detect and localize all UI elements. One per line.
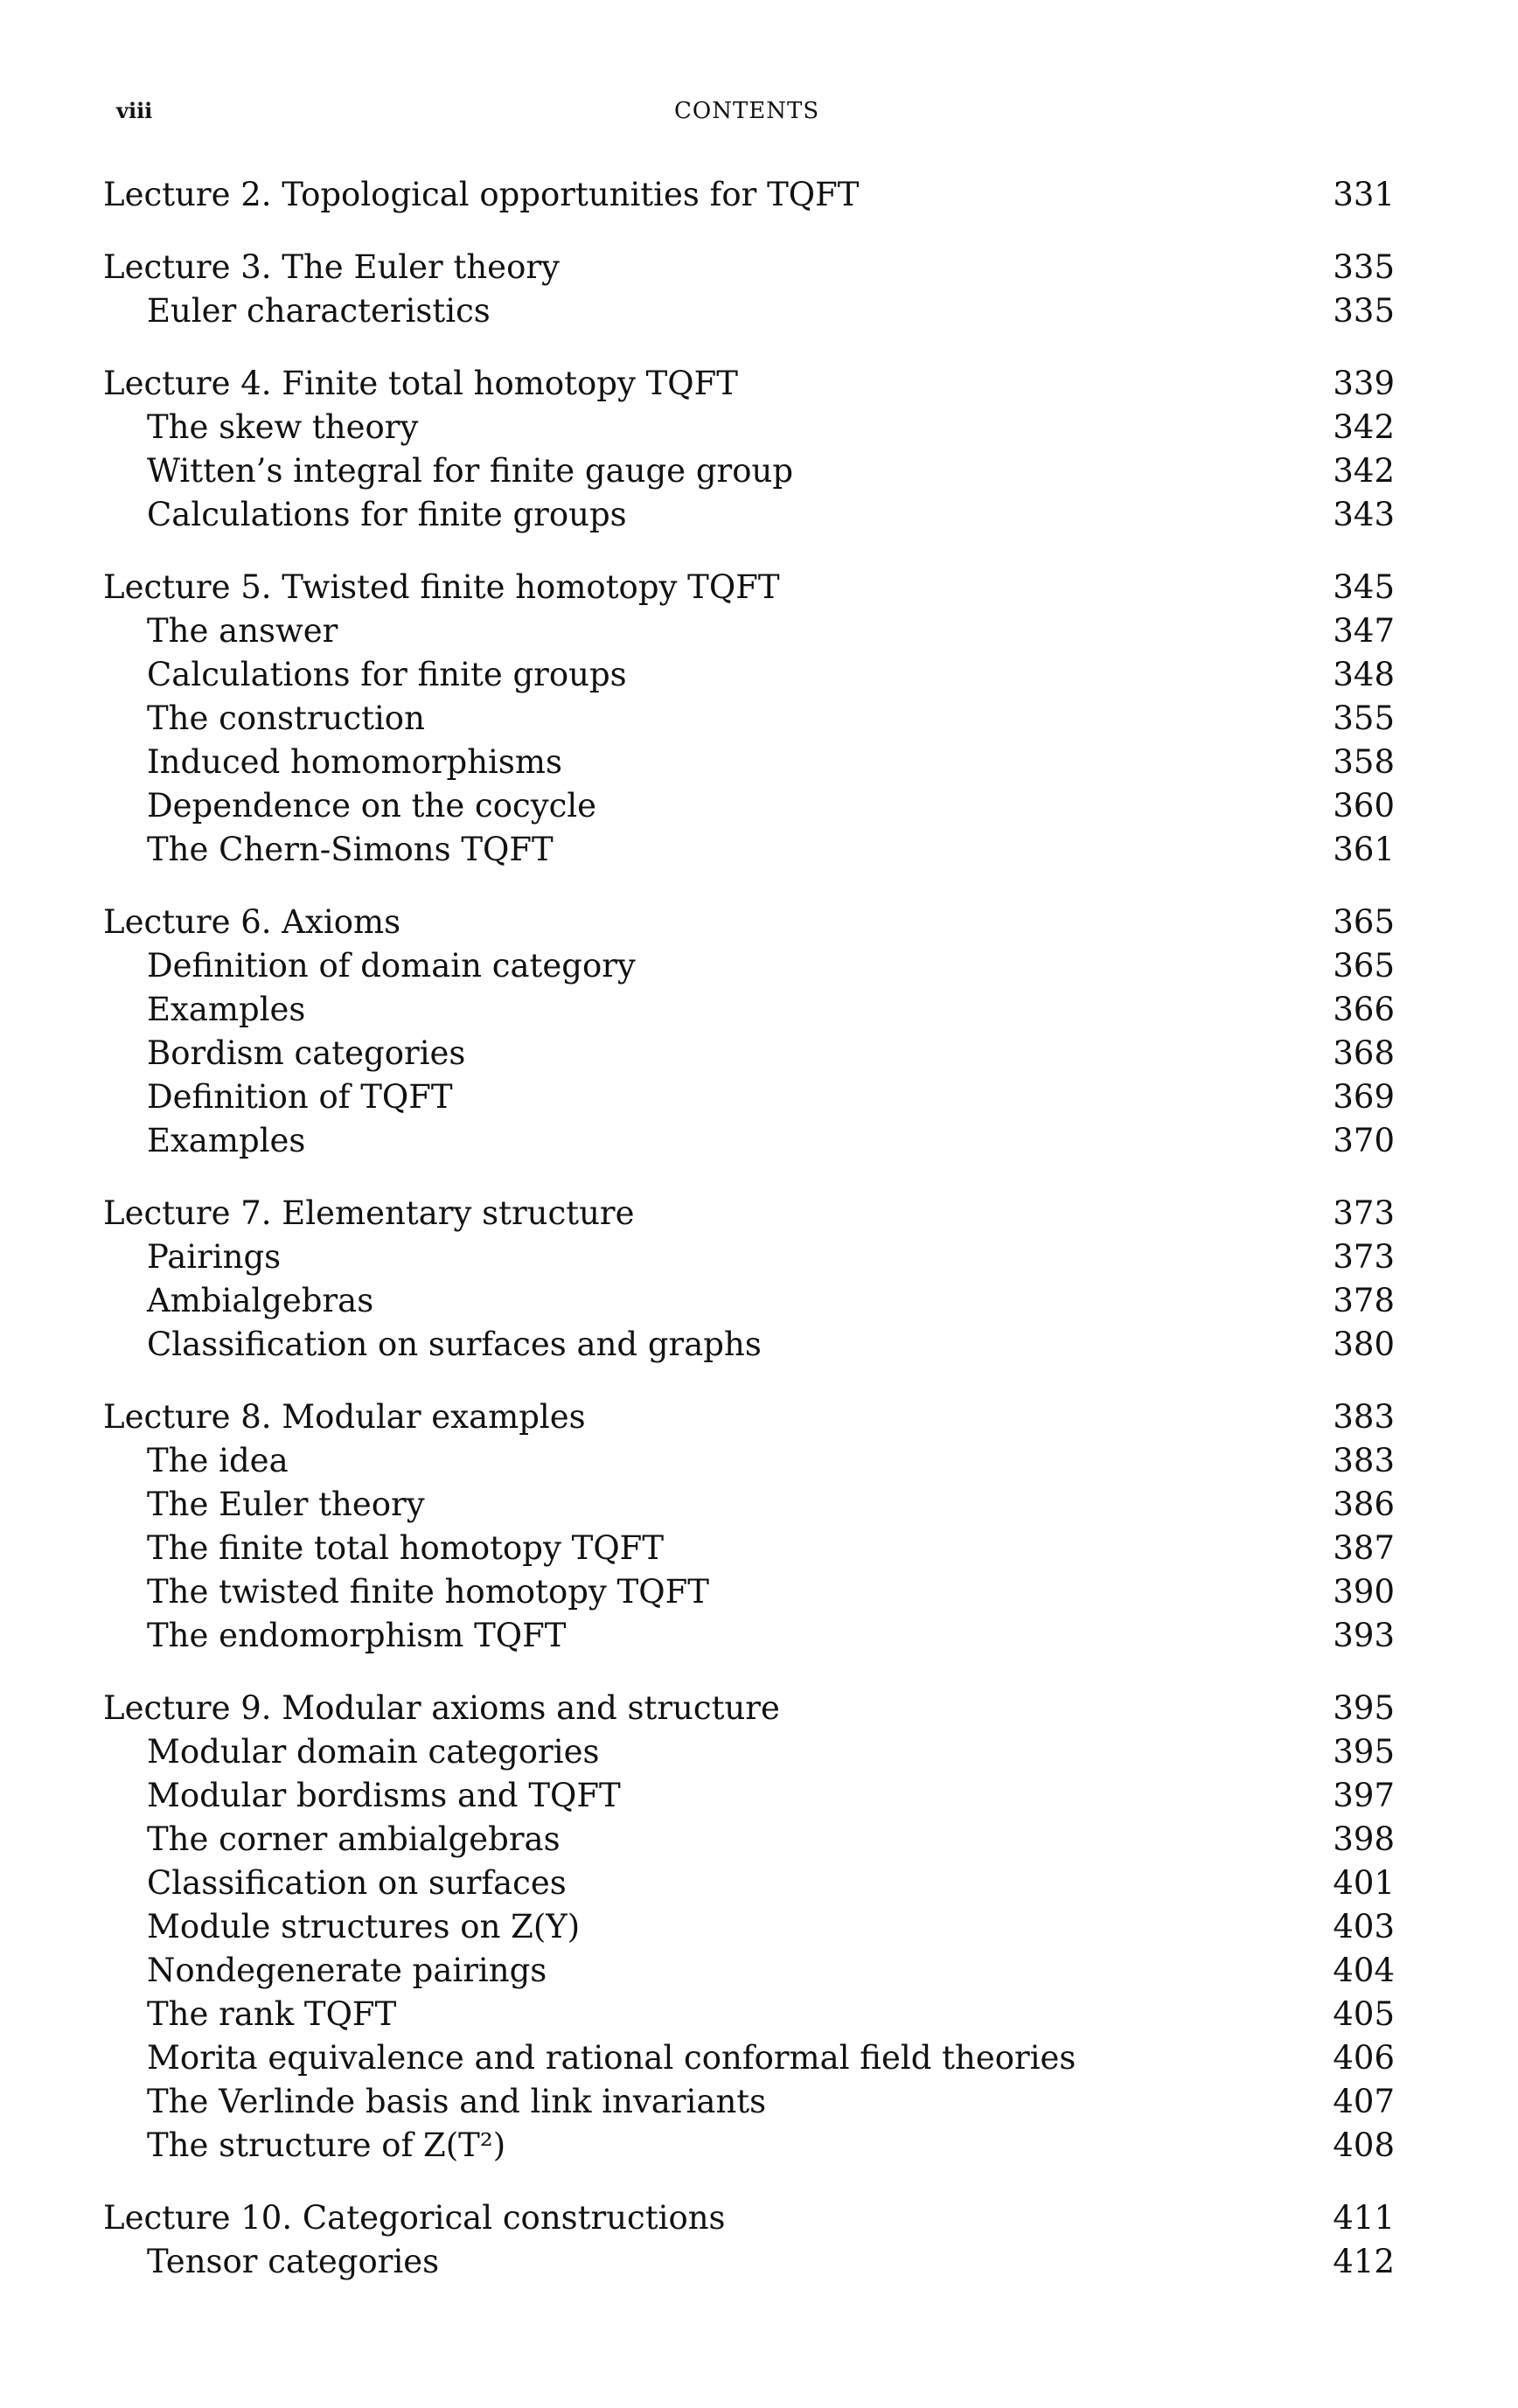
section-row [103, 1818, 1397, 1862]
lecture-page-number: 331 [1333, 176, 1395, 213]
section-row [103, 1032, 1397, 1075]
section-title: Ambialgebras [147, 1282, 374, 1319]
section-title: Definition of TQFT [147, 1078, 453, 1116]
section-row [103, 1774, 1397, 1818]
section-title: Pairings [147, 1238, 282, 1276]
lecture-heading-row [103, 362, 1397, 406]
running-head [0, 98, 1518, 133]
section-page-number: 366 [1333, 991, 1395, 1028]
section-page-number: 406 [1333, 2039, 1395, 2077]
section-title: The structure of Z(T²) [147, 2126, 506, 2164]
section-title: Bordism categories [147, 1034, 466, 1072]
lecture-title: Lecture 7. Elementary structure [103, 1194, 635, 1232]
section-row [103, 2080, 1397, 2124]
section-row [103, 1949, 1397, 1993]
lecture-entry [103, 901, 1397, 1163]
section-row [103, 1075, 1397, 1119]
lecture-entry [103, 2196, 1397, 2284]
section-row [103, 1862, 1397, 1905]
section-page-number: 373 [1333, 1238, 1395, 1276]
section-title: Examples [147, 991, 306, 1028]
lecture-page-number: 339 [1333, 365, 1395, 402]
section-row [103, 1483, 1397, 1527]
section-title: The twisted finite homotopy TQFT [147, 1573, 709, 1611]
section-page-number: 393 [1333, 1617, 1395, 1654]
section-page-number: 368 [1333, 1034, 1395, 1072]
section-row [103, 406, 1397, 449]
lecture-heading-row [103, 901, 1397, 944]
section-page-number: 404 [1333, 1952, 1395, 1989]
section-row [103, 1905, 1397, 1949]
section-page-number: 386 [1333, 1486, 1395, 1523]
section-title: The Verlinde basis and link invariants [147, 2083, 767, 2120]
lecture-entry [103, 1192, 1397, 1367]
section-page-number: 407 [1333, 2083, 1395, 2120]
section-row [103, 1323, 1397, 1367]
section-title: The Euler theory [147, 1486, 425, 1523]
lecture-page-number: 335 [1333, 248, 1395, 286]
lecture-page-number: 365 [1333, 903, 1395, 941]
lecture-title: Lecture 8. Modular examples [103, 1398, 586, 1436]
section-row [103, 2240, 1397, 2284]
lecture-heading-row [103, 1192, 1397, 1235]
lecture-title: Lecture 2. Topological opportunities for TQFT [103, 176, 860, 213]
section-row [103, 988, 1397, 1032]
section-row [103, 1439, 1397, 1483]
section-title: Calculations for finite groups [147, 496, 627, 533]
section-page-number: 403 [1333, 1908, 1395, 1945]
lecture-heading-row [103, 246, 1397, 289]
section-title: The finite total homotopy TQFT [147, 1529, 665, 1567]
section-title: Morita equivalence and rational conformal field theories [147, 2039, 1076, 2077]
section-title: Nondegenerate pairings [147, 1952, 547, 1989]
lecture-entry [103, 173, 1397, 217]
lecture-entry [103, 362, 1397, 537]
section-row [103, 493, 1397, 537]
section-page-number: 390 [1333, 1573, 1395, 1611]
section-title: Modular bordisms and TQFT [147, 1777, 621, 1814]
section-row [103, 2124, 1397, 2168]
section-row [103, 828, 1397, 872]
section-title: Classification on surfaces [147, 1864, 567, 1902]
section-title: Tensor categories [147, 2243, 440, 2280]
section-row [103, 1993, 1397, 2036]
lecture-heading-row [103, 173, 1397, 217]
section-page-number: 342 [1333, 452, 1395, 490]
section-row [103, 1730, 1397, 1774]
section-page-number: 360 [1333, 787, 1395, 825]
section-page-number: 405 [1333, 1995, 1395, 2033]
section-page-number: 347 [1333, 612, 1395, 650]
section-row [103, 1235, 1397, 1279]
lecture-entry [103, 1395, 1397, 1658]
section-title: The construction [147, 699, 425, 737]
section-row [103, 1527, 1397, 1570]
section-page-number: 343 [1333, 496, 1395, 533]
lecture-title: Lecture 3. The Euler theory [103, 248, 560, 286]
lecture-heading-row [103, 1687, 1397, 1730]
section-page-number: 398 [1333, 1820, 1395, 1858]
section-page-number: 395 [1333, 1733, 1395, 1771]
section-row [103, 944, 1397, 988]
lecture-title: Lecture 5. Twisted finite homotopy TQFT [103, 568, 780, 606]
section-title: The answer [147, 612, 338, 650]
section-title: The skew theory [147, 408, 419, 446]
section-page-number: 335 [1333, 292, 1395, 330]
section-page-number: 355 [1333, 699, 1395, 737]
section-title: Classification on surfaces and graphs [147, 1326, 762, 1363]
section-title: The idea [147, 1442, 289, 1479]
section-row [103, 741, 1397, 784]
section-row [103, 609, 1397, 653]
section-title: The endomorphism TQFT [147, 1617, 567, 1654]
section-title: The corner ambialgebras [147, 1820, 561, 1858]
section-title: Witten’s integral for finite gauge group [147, 452, 794, 490]
lecture-entry [103, 566, 1397, 872]
lecture-entry [103, 246, 1397, 333]
section-row [103, 449, 1397, 493]
section-row [103, 697, 1397, 741]
lecture-heading-row [103, 1395, 1397, 1439]
lecture-page-number: 411 [1333, 2199, 1395, 2237]
section-page-number: 365 [1333, 947, 1395, 985]
section-title: Euler characteristics [147, 292, 491, 330]
section-title: Definition of domain category [147, 947, 636, 985]
table-of-contents [103, 173, 1397, 2313]
section-page-number: 401 [1333, 1864, 1395, 1902]
section-page-number: 358 [1333, 743, 1395, 781]
lecture-page-number: 395 [1333, 1689, 1395, 1727]
section-title: Module structures on Z(Y) [147, 1908, 581, 1945]
section-page-number: 412 [1333, 2243, 1395, 2280]
running-head-title: CONTENTS [674, 98, 820, 124]
section-row [103, 1614, 1397, 1658]
section-page-number: 361 [1333, 831, 1395, 868]
section-title: The Chern-Simons TQFT [147, 831, 554, 868]
section-page-number: 380 [1333, 1326, 1395, 1363]
section-page-number: 383 [1333, 1442, 1395, 1479]
section-title: Induced homomorphisms [147, 743, 562, 781]
section-row [103, 1119, 1397, 1163]
section-page-number: 378 [1333, 1282, 1395, 1319]
section-page-number: 348 [1333, 656, 1395, 693]
lecture-title: Lecture 4. Finite total homotopy TQFT [103, 365, 738, 402]
section-page-number: 397 [1333, 1777, 1395, 1814]
section-row [103, 653, 1397, 697]
section-title: Dependence on the cocycle [147, 787, 597, 825]
lecture-title: Lecture 6. Axioms [103, 903, 401, 941]
lecture-heading-row [103, 2196, 1397, 2240]
section-title: Examples [147, 1122, 306, 1159]
section-title: Calculations for finite groups [147, 656, 627, 693]
section-title: The rank TQFT [147, 1995, 397, 2033]
lecture-page-number: 383 [1333, 1398, 1395, 1436]
lecture-page-number: 345 [1333, 568, 1395, 606]
section-row [103, 2036, 1397, 2080]
section-title: Modular domain categories [147, 1733, 600, 1771]
lecture-entry [103, 1687, 1397, 2168]
section-row [103, 784, 1397, 828]
section-page-number: 369 [1333, 1078, 1395, 1116]
section-page-number: 387 [1333, 1529, 1395, 1567]
lecture-title: Lecture 10. Categorical constructions [103, 2199, 726, 2237]
section-page-number: 342 [1333, 408, 1395, 446]
section-row [103, 1570, 1397, 1614]
section-row [103, 1279, 1397, 1323]
section-page-number: 408 [1333, 2126, 1395, 2164]
lecture-title: Lecture 9. Modular axioms and structure [103, 1689, 780, 1727]
page-folio: viii [116, 98, 153, 123]
section-row [103, 289, 1397, 333]
section-page-number: 370 [1333, 1122, 1395, 1159]
lecture-page-number: 373 [1333, 1194, 1395, 1232]
lecture-heading-row [103, 566, 1397, 609]
